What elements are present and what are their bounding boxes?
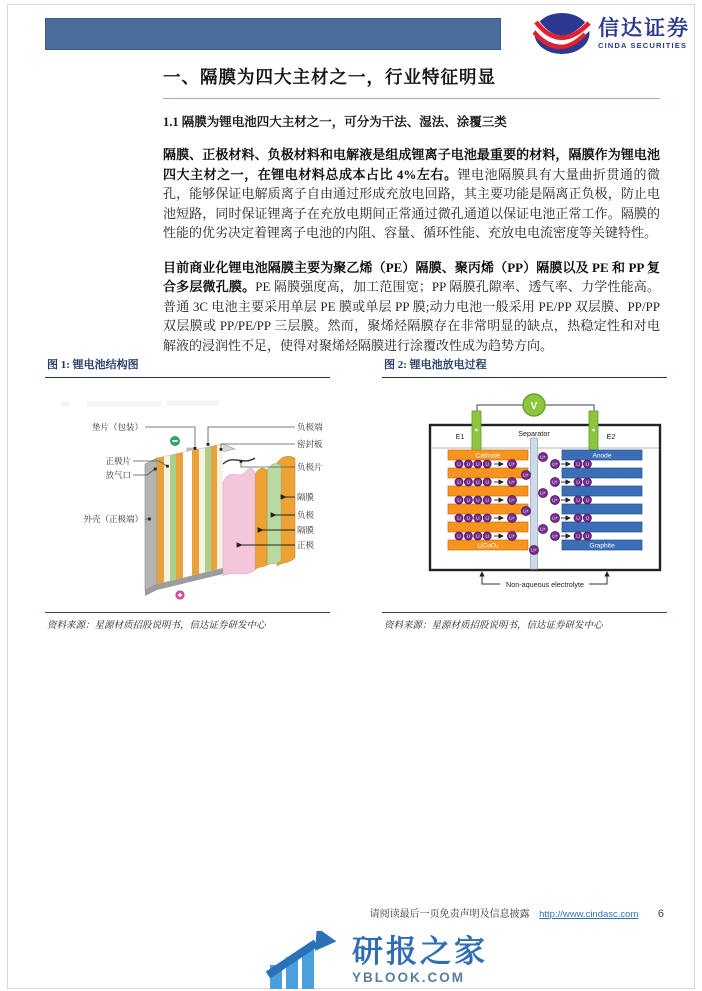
svg-text:Li: Li [457,533,461,539]
label-e1: E1 [455,432,465,441]
figure-2-source: 资料来源：星源材质招股说明书，信达证券研发中心 [382,612,667,631]
label-vent: 放气口 [105,470,131,480]
figure-1-image [45,378,330,612]
svg-text:Li: Li [476,533,480,539]
label-licoo2: LiCoO₂ [477,542,499,550]
label-graphite: Graphite [589,542,615,550]
separator-sheet-inner [255,468,267,570]
svg-text:Li: Li [457,497,461,503]
figure-2 [382,354,667,631]
label-separator: Separator [518,429,550,438]
paragraph-2-bold: 目前商业化锂电池隔膜主要为聚乙烯（PE）隔膜、聚丙烯（PP）隔膜以及 PE 和 PP 复合多层微孔膜。 [163,259,660,294]
paragraph-2 [163,258,660,356]
svg-text:Li+: Li+ [509,497,515,503]
anode-sheet [267,464,281,565]
svg-text:Li+: Li+ [552,479,558,485]
svg-text:Li+: Li+ [552,533,558,539]
label-cathode: 正极 [297,540,315,550]
minus-terminal-icon [171,437,180,446]
svg-text:Li+: Li+ [509,533,515,539]
ghost-text [61,400,219,407]
svg-text:Li: Li [585,461,590,467]
svg-text:Li: Li [585,533,590,539]
watermark-name-cn: 研报之家 [352,933,488,969]
svg-text:Li: Li [576,461,580,467]
battery-case-wall [145,458,157,590]
label-electrolyte: Non-aqueous electrolyte [506,580,584,589]
label-separator-1: 隔膜 [297,492,315,502]
watermark-name-en: YBLOOK.COM [352,969,465,985]
figure-1-title: 图 1: 锂电池结构图 [45,354,330,378]
svg-text:Li+: Li+ [509,461,515,467]
svg-text:Li+: Li+ [540,526,546,532]
svg-text:Li+: Li+ [523,472,529,478]
label-anode-terminal: 负极端 [297,422,323,432]
svg-text:Li: Li [457,479,461,485]
svg-text:Li: Li [485,515,489,521]
paragraph-2-text: PE 隔膜强度高，加工范围宽；PP 隔膜孔隙率、透气率、力学性能高。普通 3C 电池主要采用单层 PE 膜或单层 PP 膜;动力电池一般采用 PE/PP 双层膜、PP/PP 双层膜或 PP/PE/PP 三层膜。然而，聚烯烃隔膜存在非常明显的缺点，热稳定性和对电解液的浸润性不足，使得对聚烯烃隔膜进行涂覆改性成为趋势方向。 [163,279,660,353]
label-anode-tab: 负极片 [297,462,323,472]
paragraph-1 [163,145,660,243]
paragraph-1-text: 锂电池隔膜具有大量曲折贯通的微孔，能够保证电解质离子自由通过形成充放电回路，其主要功能是隔离正负极，防止电池短路，同时保证锂离子在充放电期间正常通过微孔通道以保证电池正常工作。隔膜的性能的优劣决定着锂离子电池的内阻、容量、循环性能、充放电电流密度等关键特性。 [163,166,660,240]
content-area [163,64,660,355]
header-bar [45,18,501,50]
svg-text:Li+: Li+ [509,515,515,521]
svg-text:Li+: Li+ [552,497,558,503]
watermark-chart-icon [264,931,342,989]
svg-text:Li: Li [576,533,580,539]
svg-text:Li: Li [576,497,580,503]
electrolyte-callout [482,572,607,589]
watermark [264,931,488,989]
label-seal-plate: 密封板 [297,439,323,449]
svg-text:Li: Li [466,533,471,539]
svg-text:Li: Li [485,533,489,539]
svg-text:V: V [530,401,538,412]
svg-text:Li+: Li+ [552,515,558,521]
footer-url-link[interactable]: http://www.cindasc.com [539,909,639,920]
label-e2: E2 [606,432,616,441]
subsection-title: 1.1 隔膜为锂电池四大主材之一，可分为干法、湿法、涂覆三类 [163,115,507,129]
figure-1 [45,354,330,631]
svg-text:Li: Li [485,461,489,467]
paragraph-1-bold: 隔膜、正极材料、负极材料和电解液是组成锂离子电池最重要的材料，隔膜作为锂电池四大主材之一，在锂电材料总成本占比 4%左右。 [163,147,660,182]
page-footer [370,905,664,920]
cinda-logo [533,11,690,56]
svg-text:Li: Li [585,515,590,521]
svg-text:Li+: Li+ [540,490,546,496]
logo-name-cn: 信达证券 [598,16,690,40]
cinda-logo-icon [533,11,591,56]
label-case: 外壳（正极端） [83,514,143,524]
figure-2-title: 图 2: 锂电池放电过程 [382,354,667,378]
electrode-e1 [472,411,481,453]
label-cathode: Cathode [475,452,501,460]
svg-text:Li: Li [485,479,489,485]
svg-text:Li: Li [585,479,590,485]
svg-text:Li+: Li+ [523,508,529,514]
svg-text:Li: Li [476,479,480,485]
svg-text:Li+: Li+ [540,454,546,460]
svg-text:Li+: Li+ [552,461,558,467]
voltmeter-icon [523,394,545,416]
svg-text:Li: Li [476,497,480,503]
svg-text:Li: Li [466,497,471,503]
svg-text:Li+: Li+ [531,547,537,553]
footer-disclaimer: 请阅读最后一页免责声明及信息披露 [369,909,530,920]
electrode-e2 [589,411,598,453]
label-anode: Anode [592,452,612,460]
logo-name-en: CINDA SECURITIES [598,40,688,50]
svg-text:Li: Li [466,461,471,467]
svg-text:Li: Li [457,515,461,521]
svg-text:Li: Li [576,515,580,521]
figures-row [45,354,667,631]
svg-text:Li: Li [576,479,580,485]
battery-discharge-diagram [382,378,667,612]
svg-text:Li: Li [476,515,480,521]
svg-text:Li: Li [466,515,471,521]
battery-structure-diagram [45,378,330,612]
label-cathode-tab: 正极片 [105,456,131,466]
label-gasket: 垫片（包装） [91,422,143,432]
svg-text:Li: Li [476,461,480,467]
label-anode: 负极 [297,510,315,520]
sheet-top-edge [223,458,255,464]
page-number: 6 [657,908,664,920]
figure-2-image [382,378,667,612]
svg-text:Li: Li [585,497,590,503]
svg-text:Li: Li [485,497,489,503]
svg-text:Li+: Li+ [509,479,515,485]
svg-text:Li: Li [457,461,461,467]
cathode-sheet [223,468,255,576]
label-separator-2: 隔膜 [297,525,315,535]
electrode-stack-stripes [157,438,223,588]
svg-text:Li: Li [466,479,471,485]
section-title: 一、隔膜为四大主材之一，行业特征明显 [163,64,660,99]
figure-1-source: 资料来源：星源材质招股说明书，信达证券研发中心 [45,612,330,631]
plus-terminal-icon [176,591,184,599]
